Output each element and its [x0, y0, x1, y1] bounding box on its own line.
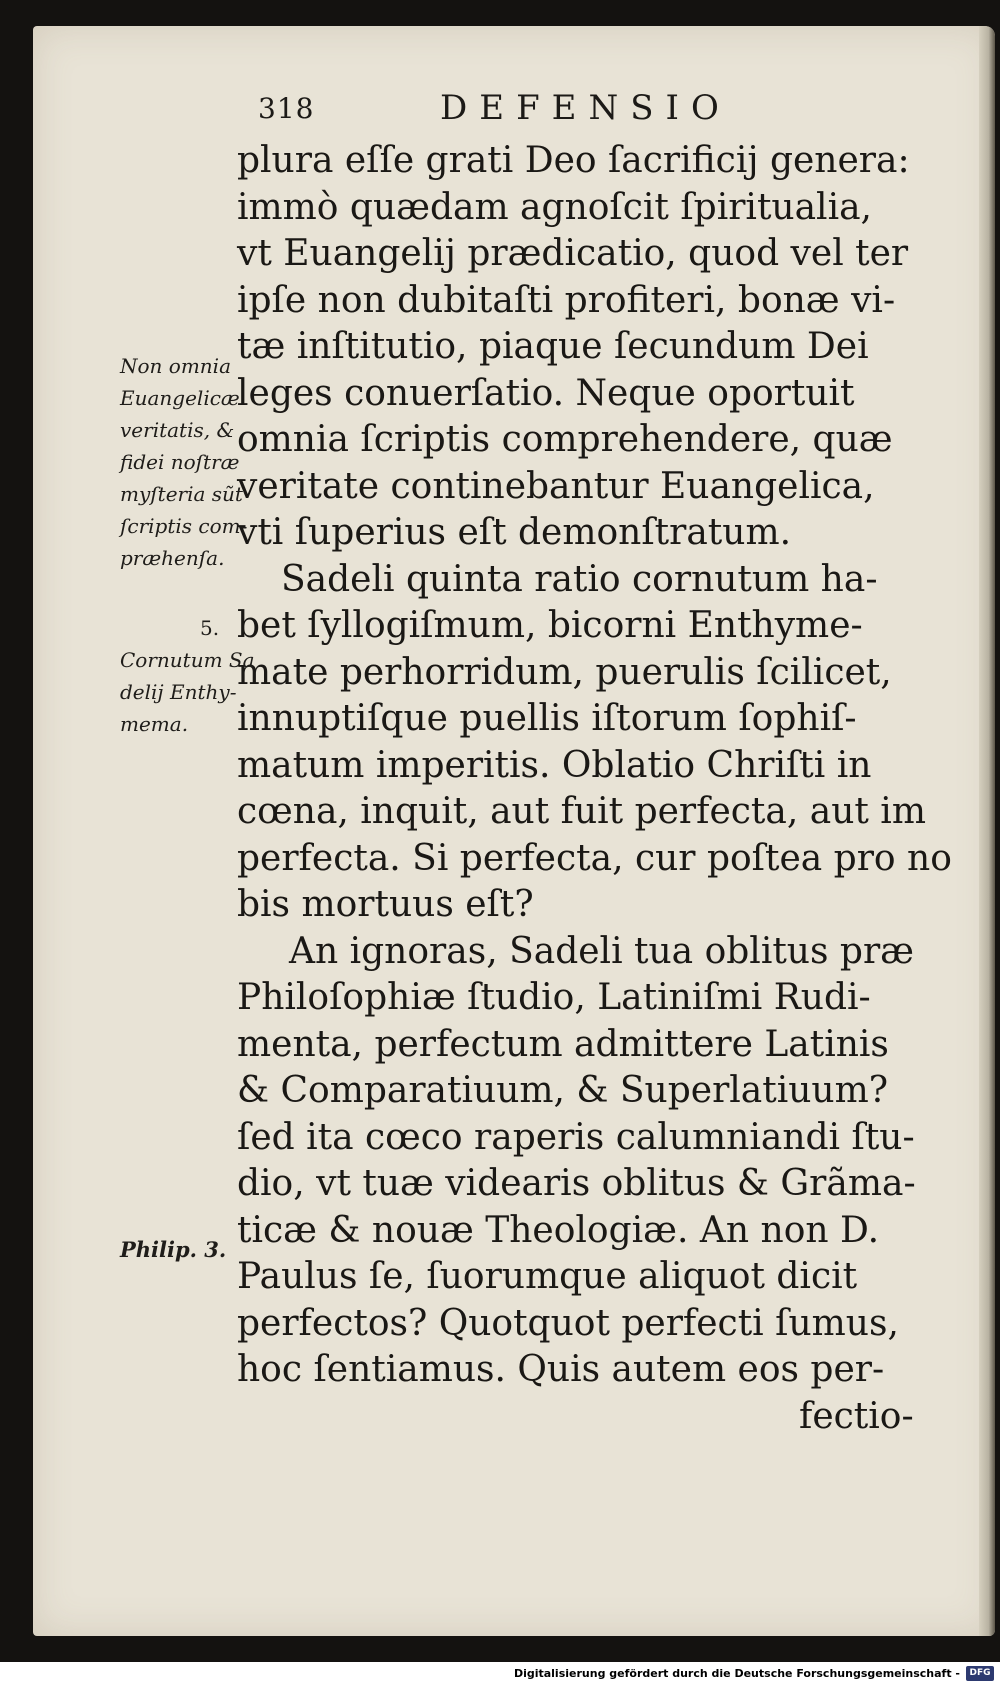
text-line: dio, vt tuæ videaris oblitus & Grãma-: [237, 1163, 916, 1204]
text-line: perfecta. Si perfecta, cur poſtea pro no: [237, 837, 952, 879]
text-line: Paulus ſe, ſuorumque aliquot dicit: [237, 1256, 858, 1297]
text-line: & Comparatiuum, & Superlatiuum?: [237, 1070, 889, 1111]
text-line: menta, perfectum admittere Latinis: [237, 1023, 889, 1065]
text-line: ticæ & nouæ Theologiæ. An non D.: [237, 1209, 880, 1251]
margin-note: [120, 350, 247, 574]
text-line: matum imperitis. Oblatio Chriſti in: [237, 744, 872, 786]
margin-note-line: ſcriptis com-: [120, 514, 248, 538]
text-line: vt Euangelij prædicatio, quod vel ter: [237, 233, 909, 274]
text-line: plura eſſe grati Deo ſacrificij genera:: [237, 140, 910, 181]
margin-note-line: Cornutum Sa: [120, 648, 255, 672]
section-numeral: 5.: [200, 616, 220, 640]
text-line: bet ſyllogiſmum, bicorni Enthyme-: [237, 605, 863, 646]
text-line: omnia ſcriptis comprehendere, quæ: [237, 419, 893, 460]
page-number: 318: [258, 92, 315, 125]
text-line: An ignoras, Sadeli tua oblitus præ: [289, 930, 914, 972]
running-title: DEFENSIO: [440, 88, 731, 128]
text-line: Sadeli quinta ratio cornutum ha-: [281, 558, 878, 600]
footer-credit: Digitalisierung gefördert durch die Deutsche Forschungsgemeinschaft -: [513, 1667, 960, 1680]
margin-note-line: mema.: [120, 712, 189, 736]
text-line: perfectos? Quotquot perfecti ſumus,: [237, 1302, 899, 1344]
text-line: leges conuerſatio. Neque oportuit: [237, 372, 855, 414]
digitization-footer: [0, 1662, 1000, 1689]
text-line: Philoſophiæ ſtudio, Latiniſmi Rudi-: [237, 977, 871, 1018]
text-line: cœna, inquit, aut fuit perfecta, aut im: [237, 791, 926, 832]
page-header: [0, 88, 1000, 138]
text-line: innuptiſque puellis iſtorum ſophiſ-: [237, 698, 857, 739]
text-line: hoc ſentiamus. Quis autem eos per-: [237, 1349, 885, 1390]
text-line: mate perhorridum, puerulis ſcilicet,: [237, 651, 892, 693]
catchword: fectio-: [799, 1395, 914, 1437]
margin-note-line: myſteria sũt: [120, 482, 243, 506]
text-line: bis mortuus eſt?: [237, 884, 534, 925]
text-line: ſed ita cœco raperis calumniandi ſtu-: [237, 1116, 915, 1158]
margin-note-reference: Philip. 3.: [120, 1237, 227, 1262]
margin-note-line: Non omnia: [120, 354, 231, 378]
text-line: immò quædam agnoſcit ſpiritualia,: [237, 186, 872, 228]
text-line: veritate continebantur Euangelica,: [237, 465, 875, 507]
dfg-logo: DFG: [966, 1666, 994, 1681]
body-text: [237, 138, 952, 1440]
page-edge: [979, 26, 995, 1636]
text-line: tæ inſtitutio, piaque ſecundum Dei: [237, 326, 869, 367]
margin-note-line: Euangelicæ: [120, 386, 240, 410]
margin-note-line: veritatis, &: [120, 418, 235, 442]
margin-note-line: præhenſa.: [120, 546, 225, 570]
margin-note-line: delij Enthy-: [120, 680, 237, 704]
margin-note: [120, 612, 255, 740]
text-line: vti ſuperius eſt demonſtratum.: [237, 512, 792, 553]
text-line: ipſe non dubitaſti profiteri, bonæ vi-: [237, 279, 896, 321]
margin-note-line: fidei noſtræ: [120, 450, 240, 474]
